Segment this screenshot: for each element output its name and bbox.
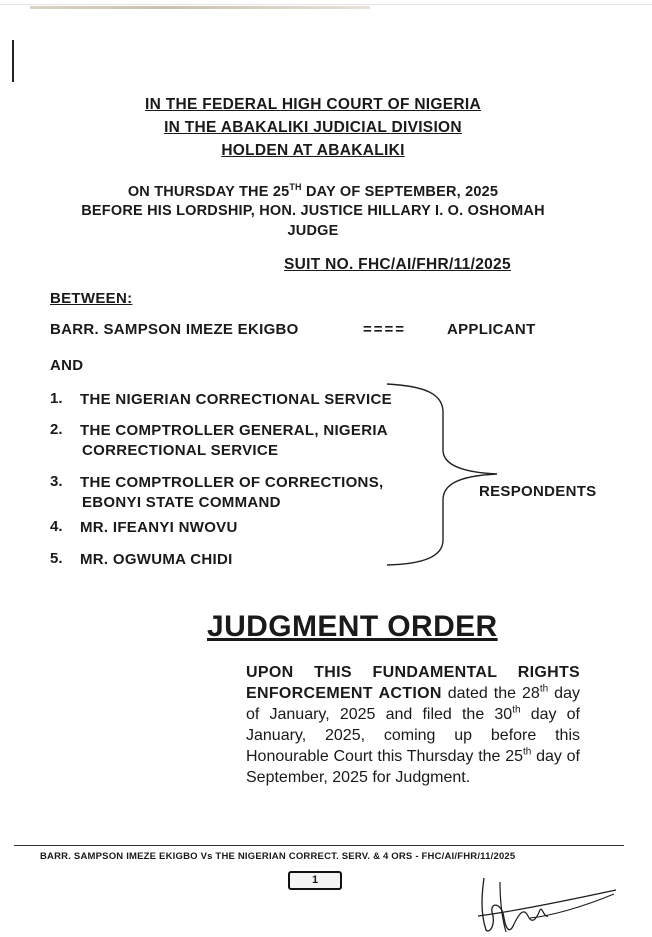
footer-rule: [14, 845, 624, 846]
document-title: JUDGMENT ORDER: [207, 610, 498, 643]
margin-mark: [12, 40, 14, 82]
session-date: ON THURSDAY THE 25TH DAY OF SEPTEMBER, 2025: [127, 182, 499, 200]
respondents-brace: [385, 380, 505, 570]
suit-number: SUIT NO. FHC/AI/FHR/11/2025: [284, 256, 511, 273]
session-judge-role: JUDGE: [287, 223, 339, 239]
respondent-number: 4.: [50, 518, 63, 535]
session-before: BEFORE HIS LORDSHIP, HON. JUSTICE HILLARY I. O. OSHOMAH: [81, 203, 545, 219]
respondent-number: 1.: [50, 390, 63, 407]
applicant-role: APPLICANT: [447, 321, 536, 338]
between-label: BETWEEN:: [50, 290, 133, 307]
footer-caption: BARR. SAMPSON IMEZE EKIGBO Vs THE NIGERIAN CORRECT. SERV. & 4 ORS - FHC/AI/FHR/11/2025: [40, 851, 516, 862]
respondent-number: 3.: [50, 473, 63, 490]
scan-shadow: [30, 6, 370, 9]
court-heading-line-2: IN THE ABAKALIKI JUDICIAL DIVISION: [164, 119, 462, 136]
applicant-name: BARR. SAMPSON IMEZE EKIGBO: [50, 321, 299, 338]
respondent-2-line-2: CORRECTIONAL SERVICE: [82, 442, 279, 459]
court-heading-line-1: IN THE FEDERAL HIGH COURT OF NIGERIA: [144, 96, 482, 113]
respondent-number: 5.: [50, 550, 63, 567]
court-heading-line-3: HOLDEN AT ABAKALIKI: [221, 142, 405, 159]
respondent-3-line-2: EBONYI STATE COMMAND: [82, 494, 281, 511]
order-body: UPON THIS FUNDAMENTAL RIGHTS ENFORCEMENT ACTION dated the 28th day of January, 2025 and filed the 30th day of January, 2025, coming up before this Honourable Court this Thursday the 25th day of September, 2025 for Judgment.: [246, 664, 581, 786]
respondent-5: MR. OGWUMA CHIDI: [80, 551, 233, 568]
signature: [470, 872, 620, 936]
page-number: 1: [288, 871, 342, 890]
respondent-1: THE NIGERIAN CORRECTIONAL SERVICE: [80, 391, 392, 408]
respondents-role: RESPONDENTS: [479, 483, 597, 500]
applicant-separator: ====: [363, 321, 407, 338]
respondent-number: 2.: [50, 421, 63, 438]
respondent-4: MR. IFEANYI NWOVU: [80, 519, 238, 536]
and-label: AND: [50, 357, 84, 374]
respondent-3-line-1: THE COMPTROLLER OF CORRECTIONS,: [80, 474, 384, 491]
scan-edge-line: [0, 4, 652, 5]
respondent-2-line-1: THE COMPTROLLER GENERAL, NIGERIA: [80, 422, 388, 439]
